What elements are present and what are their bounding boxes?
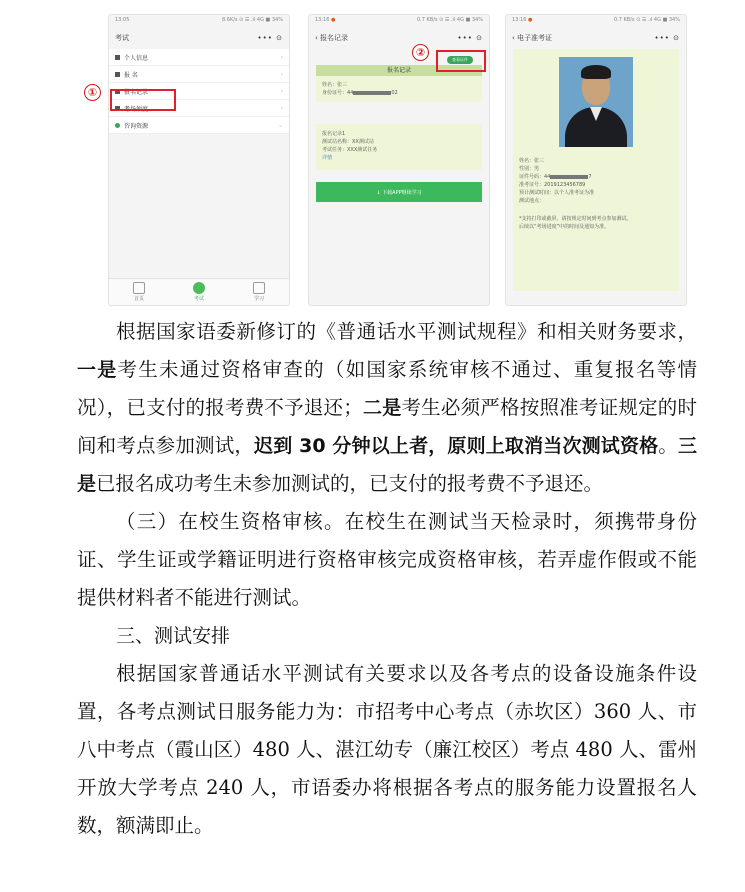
tab-home [133, 282, 145, 302]
chevron-right-icon: › [280, 53, 283, 61]
nav-bar [109, 27, 289, 49]
record-card [316, 76, 482, 102]
details-link: 详情 [322, 155, 333, 161]
chevron-right-icon: › [280, 87, 283, 95]
status-bar [506, 15, 686, 27]
view-certificate-pill: 查看证件 [447, 56, 473, 64]
highlight-box-certificate [436, 50, 486, 72]
ticket-card [513, 49, 679, 291]
check-icon [193, 282, 205, 294]
ticket-gender: 性别：男 [519, 166, 540, 172]
tab-label: 学习 [253, 296, 264, 302]
phone-screenshot-admission-ticket [505, 14, 687, 306]
record-station: 测试站名称：XX测试站 [322, 139, 374, 145]
redaction-bar [550, 175, 588, 179]
paragraph-test-arrangement: 根据国家普通话水平测试有关要求以及各考点的设备设施条件设置，各考点测试日服务能力为：市招考中心考点（赤坎区）360 人、市八中考点（霞山区）480 人、湛江幼专（廉江校区）考点 480 人、雷州开放大学考点 240 人，市语委办将根据各考点的服务能力设置报名人数，额满即止。 [77, 662, 697, 837]
nav-bar [506, 27, 686, 49]
ticket-number: 准考证号：2019123456789 [519, 182, 586, 188]
menu-item-label: 咨询资源 [124, 122, 149, 130]
resources-icon [115, 123, 120, 128]
phone-screenshot-exam-menu [108, 14, 290, 306]
paragraph-fee-policy: 根据国家语委新修订的《普通话水平测试规程》和相关财务要求，一是考生未通过资格审查的（如国家系统审核不通过、重复报名等情况），已支付的报考费不予退还；二是考生必须严格按照准考证规定的时间和考点参加测试，迟到 30 分钟以上者，原则上取消当次测试资格。三是已报名成功考生未参加测试的，已支付的报考费不予退还。 [77, 320, 697, 495]
paragraph-student-verification: （三）在校生资格审核。在校生在测试当天检录时，须携带身份证、学生证或学籍证明进行资格审核完成资格审核，若弄虚作假或不能提供材料者不能进行测试。 [77, 510, 697, 609]
tab-exam [193, 282, 205, 302]
ticket-time: 预计测试时间：以个人准考证为准 [519, 190, 595, 196]
status-bar [309, 15, 489, 27]
chevron-down-icon: ⌄ [277, 121, 283, 129]
candidate-photo [559, 57, 633, 147]
nav-title: ‹ 报名记录 [315, 34, 349, 42]
marker-one: ① [84, 84, 101, 101]
more-icon: ••• ⊙ [457, 34, 483, 42]
name-line: 姓名：张三 [322, 82, 348, 88]
ticket-name: 姓名：张三 [519, 158, 545, 164]
menu-item-resources [109, 117, 289, 134]
tab-label: 首页 [133, 296, 144, 302]
status-bar [109, 15, 289, 27]
ticket-note: 后续以“考场进度”中的时间及通知为准。 [519, 224, 610, 230]
menu-item-register [109, 66, 289, 83]
menu-item-label: 个人信息 [124, 54, 149, 62]
person-icon [115, 55, 120, 60]
register-icon [115, 72, 120, 77]
id-line: 身份证号：44 02 [322, 90, 398, 96]
nav-title: ‹ 电子准考证 [512, 34, 553, 42]
ticket-id: 证件号码：44 7 [519, 174, 592, 180]
highlight-box-records [110, 89, 176, 111]
tab-label: 考试 [193, 296, 204, 302]
download-app-button: ↓ 下载APP继续学习 [316, 182, 482, 202]
record-title: 报名记录1 [322, 131, 346, 137]
menu-item-label: 报 名 [124, 71, 138, 79]
menu-item-label: 考场须度 [124, 105, 149, 113]
status-time: 13:16 ● [315, 17, 336, 23]
status-time: 13:05 [115, 17, 130, 23]
book-icon [253, 282, 265, 294]
chevron-right-icon: › [280, 70, 283, 78]
document-body [77, 313, 697, 845]
ticket-note: *支持打印或截屏，请按规定时间到考点参加测试。 [519, 216, 632, 222]
status-indicators: 0.7 KB/s ⊙ ☰ .ıl 4G ■ 34% [416, 17, 483, 23]
section-heading: 三、测试安排 [116, 625, 231, 647]
ticket-location: 测试地点： [519, 198, 545, 204]
record-detail-card [316, 124, 482, 170]
status-time: 13:16 ● [512, 17, 533, 23]
status-indicators: 8.6K/s ⊙ ☰ .ıl 4G ■ 34% [222, 17, 283, 23]
tab-study [253, 282, 265, 302]
nav-bar [309, 27, 489, 49]
marker-two: ② [412, 44, 429, 61]
redaction-bar [353, 91, 391, 95]
more-icon: ••• ⊙ [654, 34, 680, 42]
menu-item-label: 报名记录 [124, 88, 149, 96]
menu-item-personal-info [109, 49, 289, 66]
more-icon: ••• ⊙ [257, 34, 283, 42]
record-task: 考试任务：XXX测试任务 [322, 147, 378, 153]
status-indicators: 0.7 KB/s ⊙ ☰ .ıl 4G ■ 34% [613, 17, 680, 23]
record-card-title: 报名记录 [316, 65, 482, 76]
tab-bar [109, 278, 289, 305]
nav-title: 考试 [115, 34, 129, 42]
home-icon [133, 282, 145, 294]
chevron-right-icon: › [280, 104, 283, 112]
